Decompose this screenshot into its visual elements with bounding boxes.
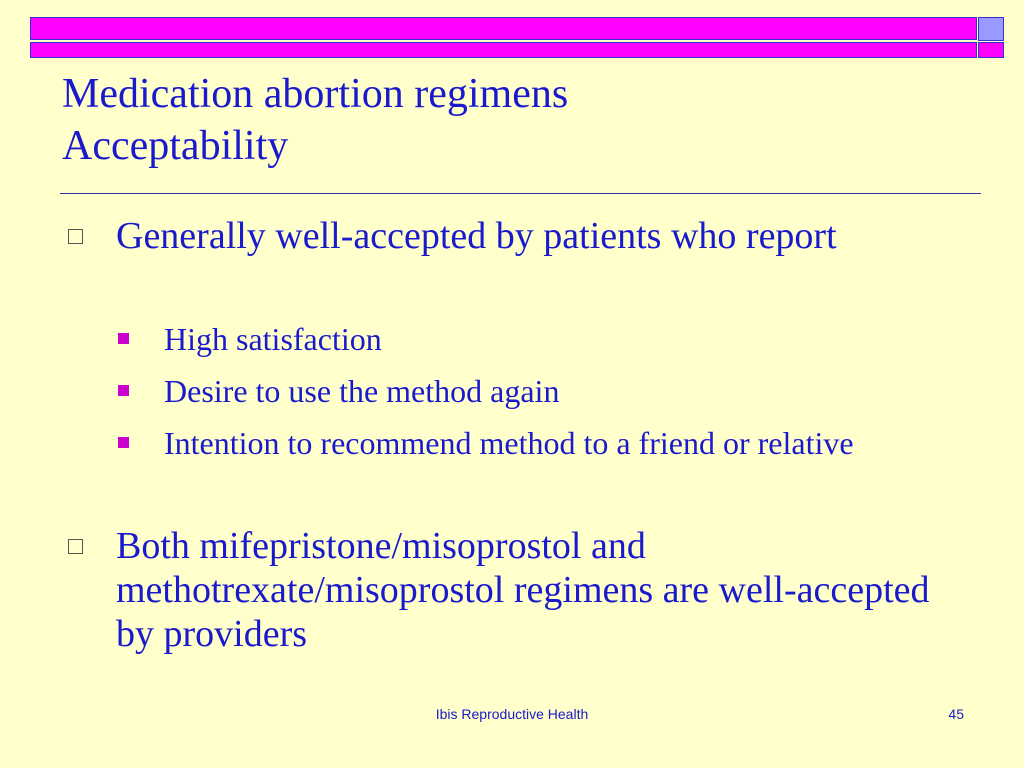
sub-bullet-text: High satisfaction	[164, 321, 382, 357]
sub-bullet-text: Intention to recommend method to a friend or relative	[164, 425, 854, 461]
slide-title	[62, 68, 962, 172]
square-bullet-icon	[118, 385, 129, 396]
header-square-bottom	[978, 42, 1004, 58]
bullet-text: Both mifepristone/misoprostol and methotrexate/misoprostol regimens are well-accepted by providers	[116, 525, 930, 655]
bullet-item	[116, 214, 956, 258]
square-bullet-icon	[118, 437, 129, 448]
bullet-text: Generally well-accepted by patients who report	[116, 215, 837, 257]
sub-bullet-text: Desire to use the method again	[164, 373, 560, 409]
header-bar-top	[30, 17, 977, 40]
square-bullet-icon	[118, 333, 129, 344]
header-bar-bottom	[30, 42, 977, 58]
slide-title-line1: Medication abortion regimens	[62, 71, 569, 117]
header-square-top	[978, 17, 1004, 41]
hollow-square-bullet-icon	[68, 229, 83, 244]
title-divider	[60, 193, 981, 194]
bullet-item	[116, 524, 956, 656]
hollow-square-bullet-icon	[68, 539, 83, 554]
sub-bullet-item	[164, 318, 944, 360]
footer-text: Ibis Reproductive Health	[435, 706, 589, 722]
sub-bullet-item	[164, 370, 944, 412]
sub-bullet-item	[164, 422, 944, 464]
page-number: 45	[948, 706, 964, 722]
slide-title-line2: Acceptability	[62, 123, 289, 169]
